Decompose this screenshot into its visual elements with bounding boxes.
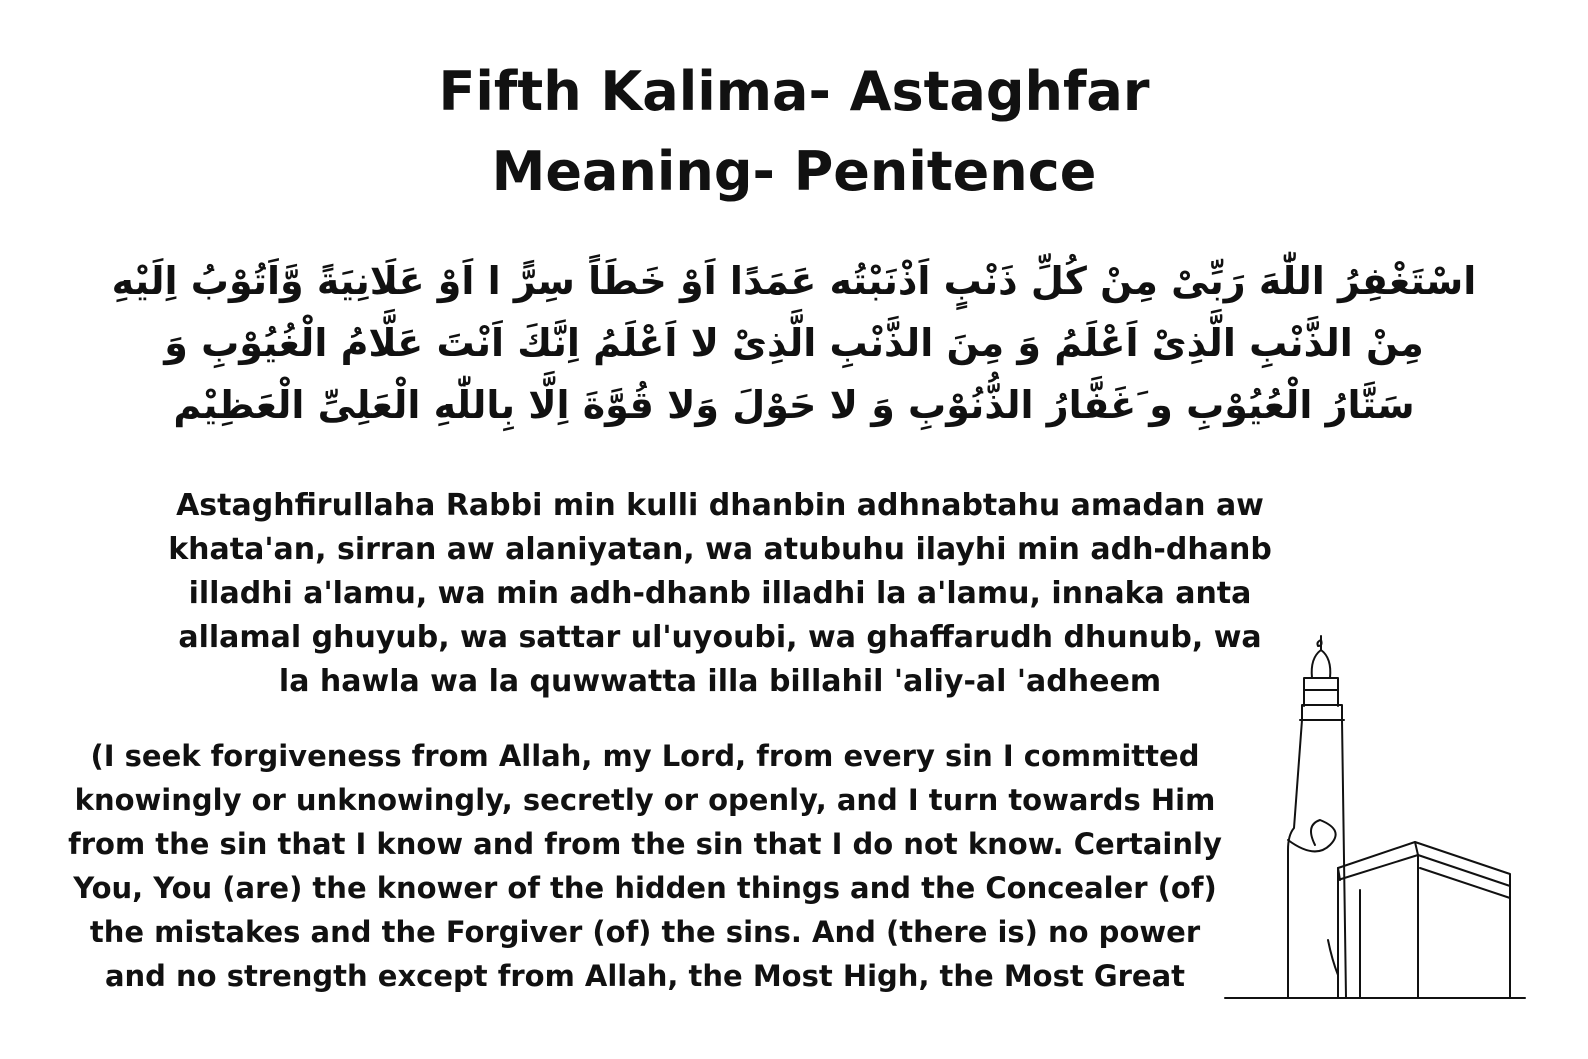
translation-block <box>40 734 1250 998</box>
translation-line: from the sin that I know and from the sin that I do not know. Certainly <box>68 827 1222 861</box>
translation-line: (I seek forgiveness from Allah, my Lord, from every sin I committed <box>90 739 1200 773</box>
transliteration-line: Astaghfirullaha Rabbi min kulli dhanbin adhnabtahu amadan aw <box>176 488 1264 523</box>
translation-line: the mistakes and the Forgiver (of) the sins. And (there is) no power <box>89 915 1201 949</box>
arabic-text-block <box>90 250 1498 436</box>
transliteration-block <box>150 484 1290 704</box>
arabic-line: اسْتَغْفِرُ اللّٰهَ رَبِّىْ مِنْ كُلِّ ذَنْبٍ اَذْنَبْتُه عَمَدًا اَوْ خَطَاً سِرًّ ا اَوْ عَلَانِيَةً وَّاَتُوْبُ اِلَيْهِ <box>111 259 1477 303</box>
arabic-line: سَتَّارُ الْعُيُوْبِ و َغَفَّارُ الذُّنُوْبِ وَ لا حَوْلَ وَلا قُوَّةَ اِلَّا بِاللّٰهِ الْعَلِىِّ الْعَظِيْم <box>173 383 1415 427</box>
page-subtitle: Meaning- Penitence <box>491 140 1097 203</box>
minaret-and-kaaba-line-art-icon <box>1220 630 1550 1010</box>
translation-line: You, You (are) the knower of the hidden things and the Concealer (of) <box>73 871 1217 905</box>
transliteration-line: la hawla wa la quwwatta illa billahil 'aliy-al 'adheem <box>278 664 1162 699</box>
arabic-line: مِنْ الذَّنْبِ الَّذِىْ اَعْلَمُ وَ مِنَ الذَّنْبِ الَّذِىْ لا اَعْلَمُ اِنَّكَ اَنْتَ عَلَّامُ الْغُيُوْبِ وَ <box>164 321 1424 365</box>
transliteration-line: khata'an, sirran aw alaniyatan, wa atubuhu ilayhi min adh-dhanb <box>168 532 1272 567</box>
page-title: Fifth Kalima- Astaghfar <box>438 60 1150 123</box>
translation-line: and no strength except from Allah, the Most High, the Most Great <box>104 959 1186 993</box>
transliteration-line: allamal ghuyub, wa sattar ul'uyoubi, wa ghaffarudh dhunub, wa <box>178 620 1262 655</box>
transliteration-line: illadhi a'lamu, wa min adh-dhanb illadhi la a'lamu, innaka anta <box>188 576 1252 611</box>
translation-line: knowingly or unknowingly, secretly or openly, and I turn towards Him <box>74 783 1216 817</box>
